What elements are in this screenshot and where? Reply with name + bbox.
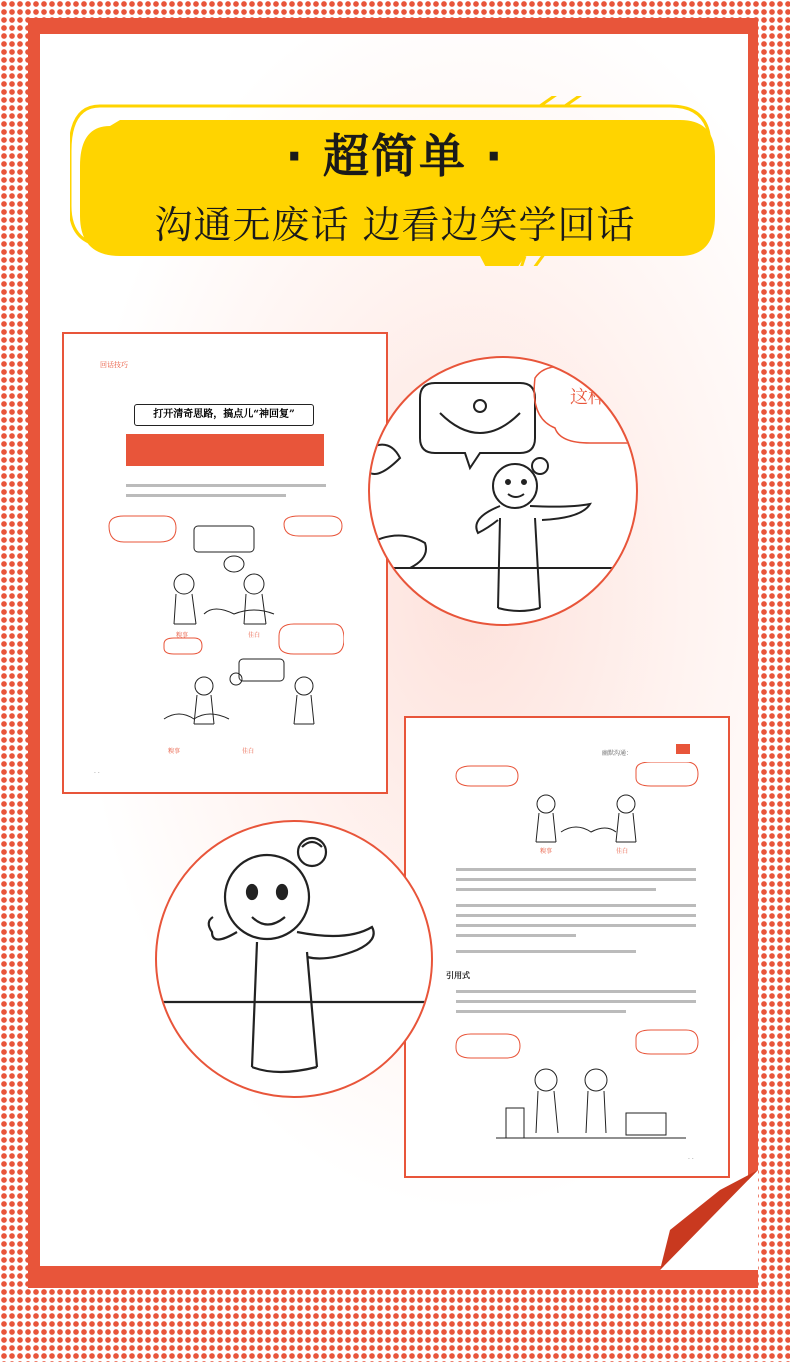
text-line [456,1010,626,1013]
text-line [456,904,696,907]
comic-illustration [446,762,706,852]
text-line [456,990,696,993]
zoom-illustration [157,822,431,1096]
text-line [456,950,636,953]
intro-box [126,434,324,466]
zoom-circle-bottom [155,820,433,1098]
caption-c: 糗事 [168,748,181,755]
book-page-right [404,716,730,1178]
text-line [456,914,696,917]
page-fold-corner [660,1170,760,1270]
caption-a: 糗事 [540,848,553,855]
caption-b: 佳白 [248,632,261,639]
page-header: 幽默沟通： [602,750,633,757]
comic-illustration [446,1028,706,1148]
section-title: 引用式 [446,971,470,980]
book-page-left [62,332,388,794]
text-line [126,484,326,487]
banner-title: · 超简单 · [285,129,505,183]
text-line [456,934,576,937]
text-line [456,1000,696,1003]
text-line [456,924,696,927]
page-number: · · [688,1156,694,1163]
chapter-tab [676,744,690,754]
text-line [456,868,696,871]
page-number: · · [94,770,100,777]
bubble-text: 这样 [570,387,606,408]
caption-a: 糗事 [176,632,189,639]
zoom-circle-top [368,356,638,626]
caption-b: 佳白 [616,848,629,855]
text-line [126,494,286,497]
banner-subtitle: 沟通无废话 边看边笑学回话 [154,203,636,247]
caption-d: 佳白 [242,748,255,755]
page-header: 回话技巧 [100,361,128,369]
text-line [456,878,696,881]
comic-illustration [104,514,344,774]
section-heading: 打开清奇思路，搞点儿“神回复” [134,404,314,426]
zoom-illustration [370,358,636,624]
text-line [456,888,656,891]
